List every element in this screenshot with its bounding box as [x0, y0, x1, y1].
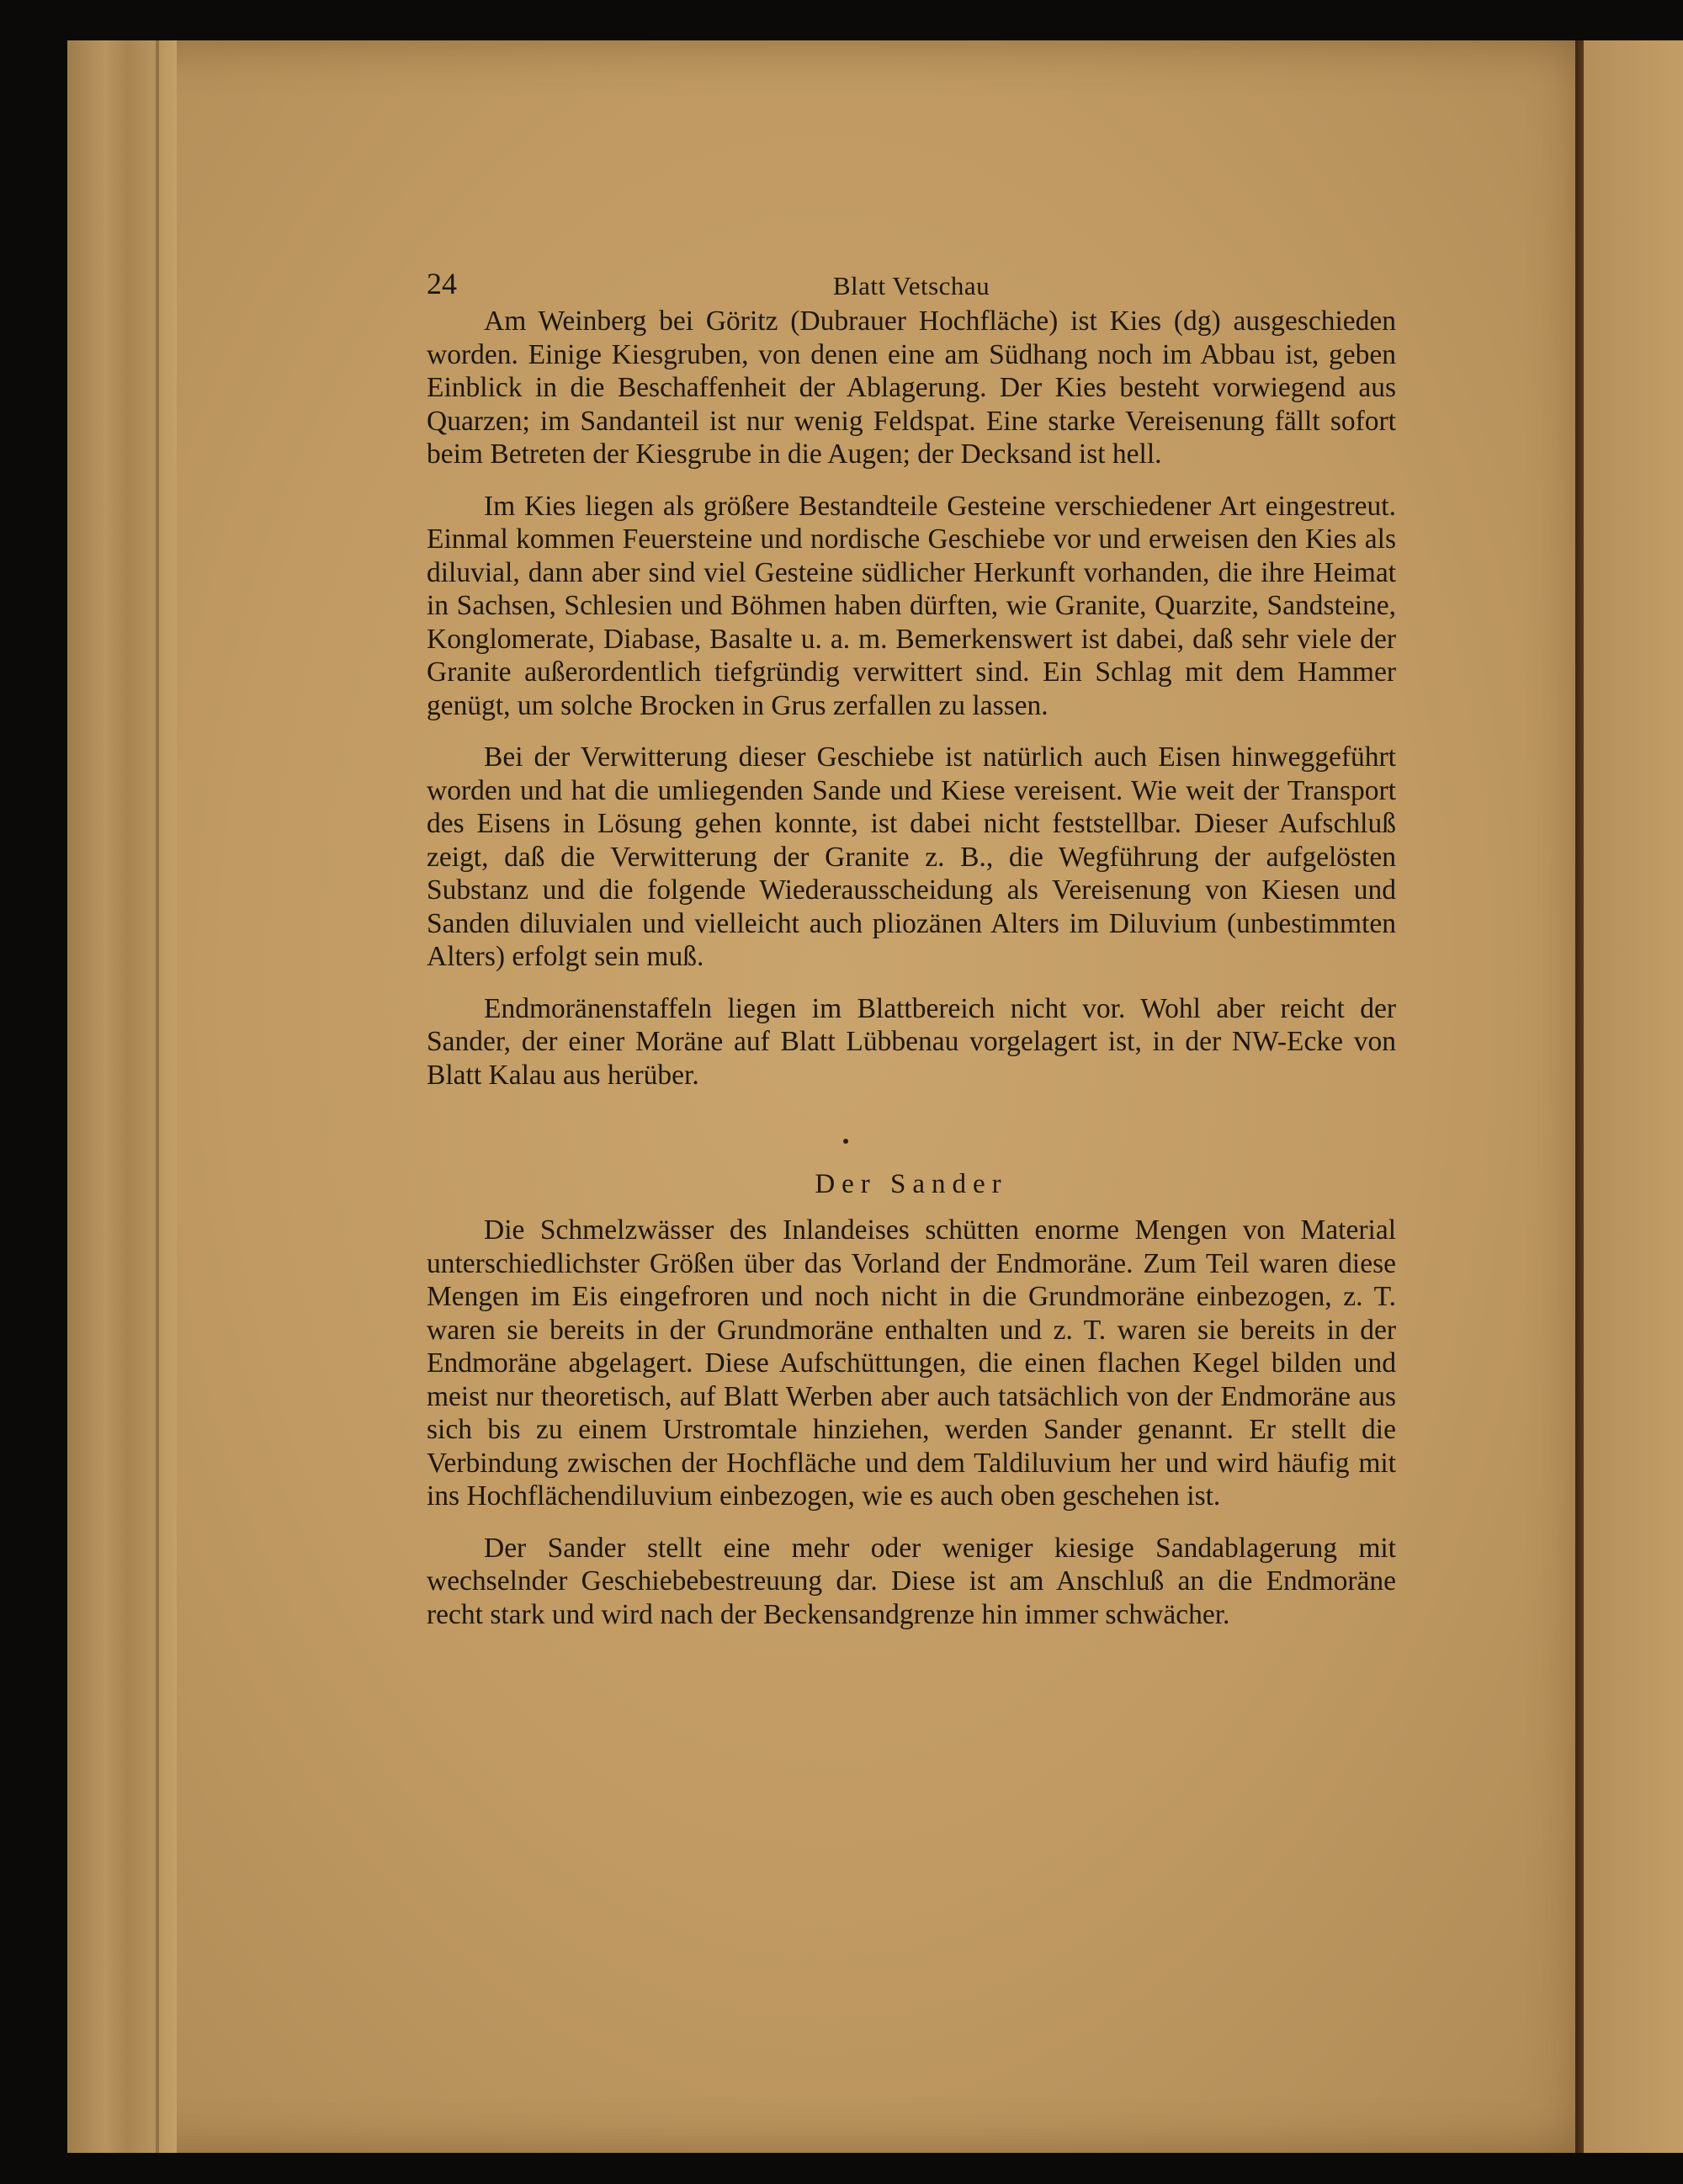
- text-column: [427, 263, 1396, 1650]
- paragraph-sander-ablagerung: Der Sander stellt eine mehr oder weniger kiesige Sandablagerung mit wechselnder Geschiebebestreuung dar. Diese ist am Anschluß an die Endmoräne recht stark und wird nach der Beckensandgrenze hin immer schwächer.: [427, 1532, 1396, 1630]
- page-edge-shadow: [1575, 40, 1584, 2153]
- paragraph-endmoraenenstaffeln: Endmoränenstaffeln liegen im Blattbereich nicht vor. Wohl aber reicht der Sander, der einer Moräne auf Blatt Lübbenau vorgelagert ist, in der NW-Ecke von Blatt Kalau aus herüber.: [427, 992, 1396, 1091]
- adjacent-page-edge: [1584, 40, 1683, 2153]
- section-separator: [427, 1110, 1396, 1169]
- paragraph-schmelzwaesser: Die Schmelzwässer des Inlandeises schütten enorme Mengen von Material unterschiedlichster Größen über das Vorland der Endmoräne. Zum Teil waren diese Mengen im Eis eingefroren und noch nicht in die Grundmoräne einbezogen, z. T. waren sie bereits in der Grundmoräne enthalten und z. T. waren sie bereits in der Endmoräne abgelagert. Diese Aufschüttungen, die einen flachen Kegel bilden und meist nur theoretisch, auf Blatt Werben aber auch tatsächlich von der Endmoräne aus sich bis zu einem Urstromtale hinziehen, werden Sander genannt. Er stellt die Verbindung zwischen der Hochfläche und dem Taldiluvium her und wird häufig mit ins Hochflächendiluvium einbezogen, wie es auch oben geschehen ist.: [427, 1214, 1396, 1512]
- paragraph-weinberg: Am Weinberg bei Göritz (Dubrauer Hochfläche) ist Kies (dg) ausgeschieden worden. Einige Kiesgruben, von denen eine am Südhang noch im Abbau ist, geben Einblick in die Beschaffenheit der Ablagerung. Der Kies besteht vorwiegend aus Quarzen; im Sandanteil ist nur wenig Feldspat. Eine starke Vereisenung fällt sofort beim Betreten der Kiesgrube in die Augen; der Decksand ist hell.: [427, 306, 1396, 470]
- paragraph-verwitterung: Bei der Verwitterung dieser Geschiebe ist natürlich auch Eisen hinweggeführt worden und hat die umliegenden Sande und Kiese vereisent. Wie weit der Transport des Eisens in Lösung gehen konnte, ist dabei nicht feststellbar. Dieser Aufschluß zeigt, daß die Verwitterung der Granite z. B., die Wegführung der aufgelösten Substanz und die folgende Wiederausscheidung als Vereisenung von Kiesen und Sanden diluvialen und vielleicht auch pliozänen Alters im Diluvium (unbestimmten Alters) erfolgt sein muß.: [427, 741, 1396, 972]
- paragraph-kies-bestandteile: Im Kies liegen als größere Bestandteile Gesteine verschiedener Art eingestreut. Einmal kommen Feuersteine und nordische Geschiebe vor und erweisen den Kies als diluvial, dann aber sind viel Gesteine südlicher Herkunft vorhanden, die ihre Heimat in Sachsen, Schlesien und Böhmen haben dürften, wie Granite, Quarzite, Sandsteine, Konglomerate, Diabase, Basalte u. a. m. Bemerkenswert ist dabei, daß sehr viele der Granite außerordentlich tiefgründig verwittert sind. Ein Schlag mit dem Hammer genügt, um solche Brocken in Grus zerfallen zu lassen.: [427, 490, 1396, 721]
- running-header: [427, 263, 1396, 305]
- section-heading: Der Sander: [815, 1169, 1008, 1199]
- running-title: Blatt Vetschau: [832, 271, 990, 300]
- page-gutter: [67, 40, 177, 2153]
- gutter-fold-line: [156, 40, 159, 2153]
- page-number: 24: [427, 267, 457, 300]
- separator-dot: [843, 1139, 848, 1144]
